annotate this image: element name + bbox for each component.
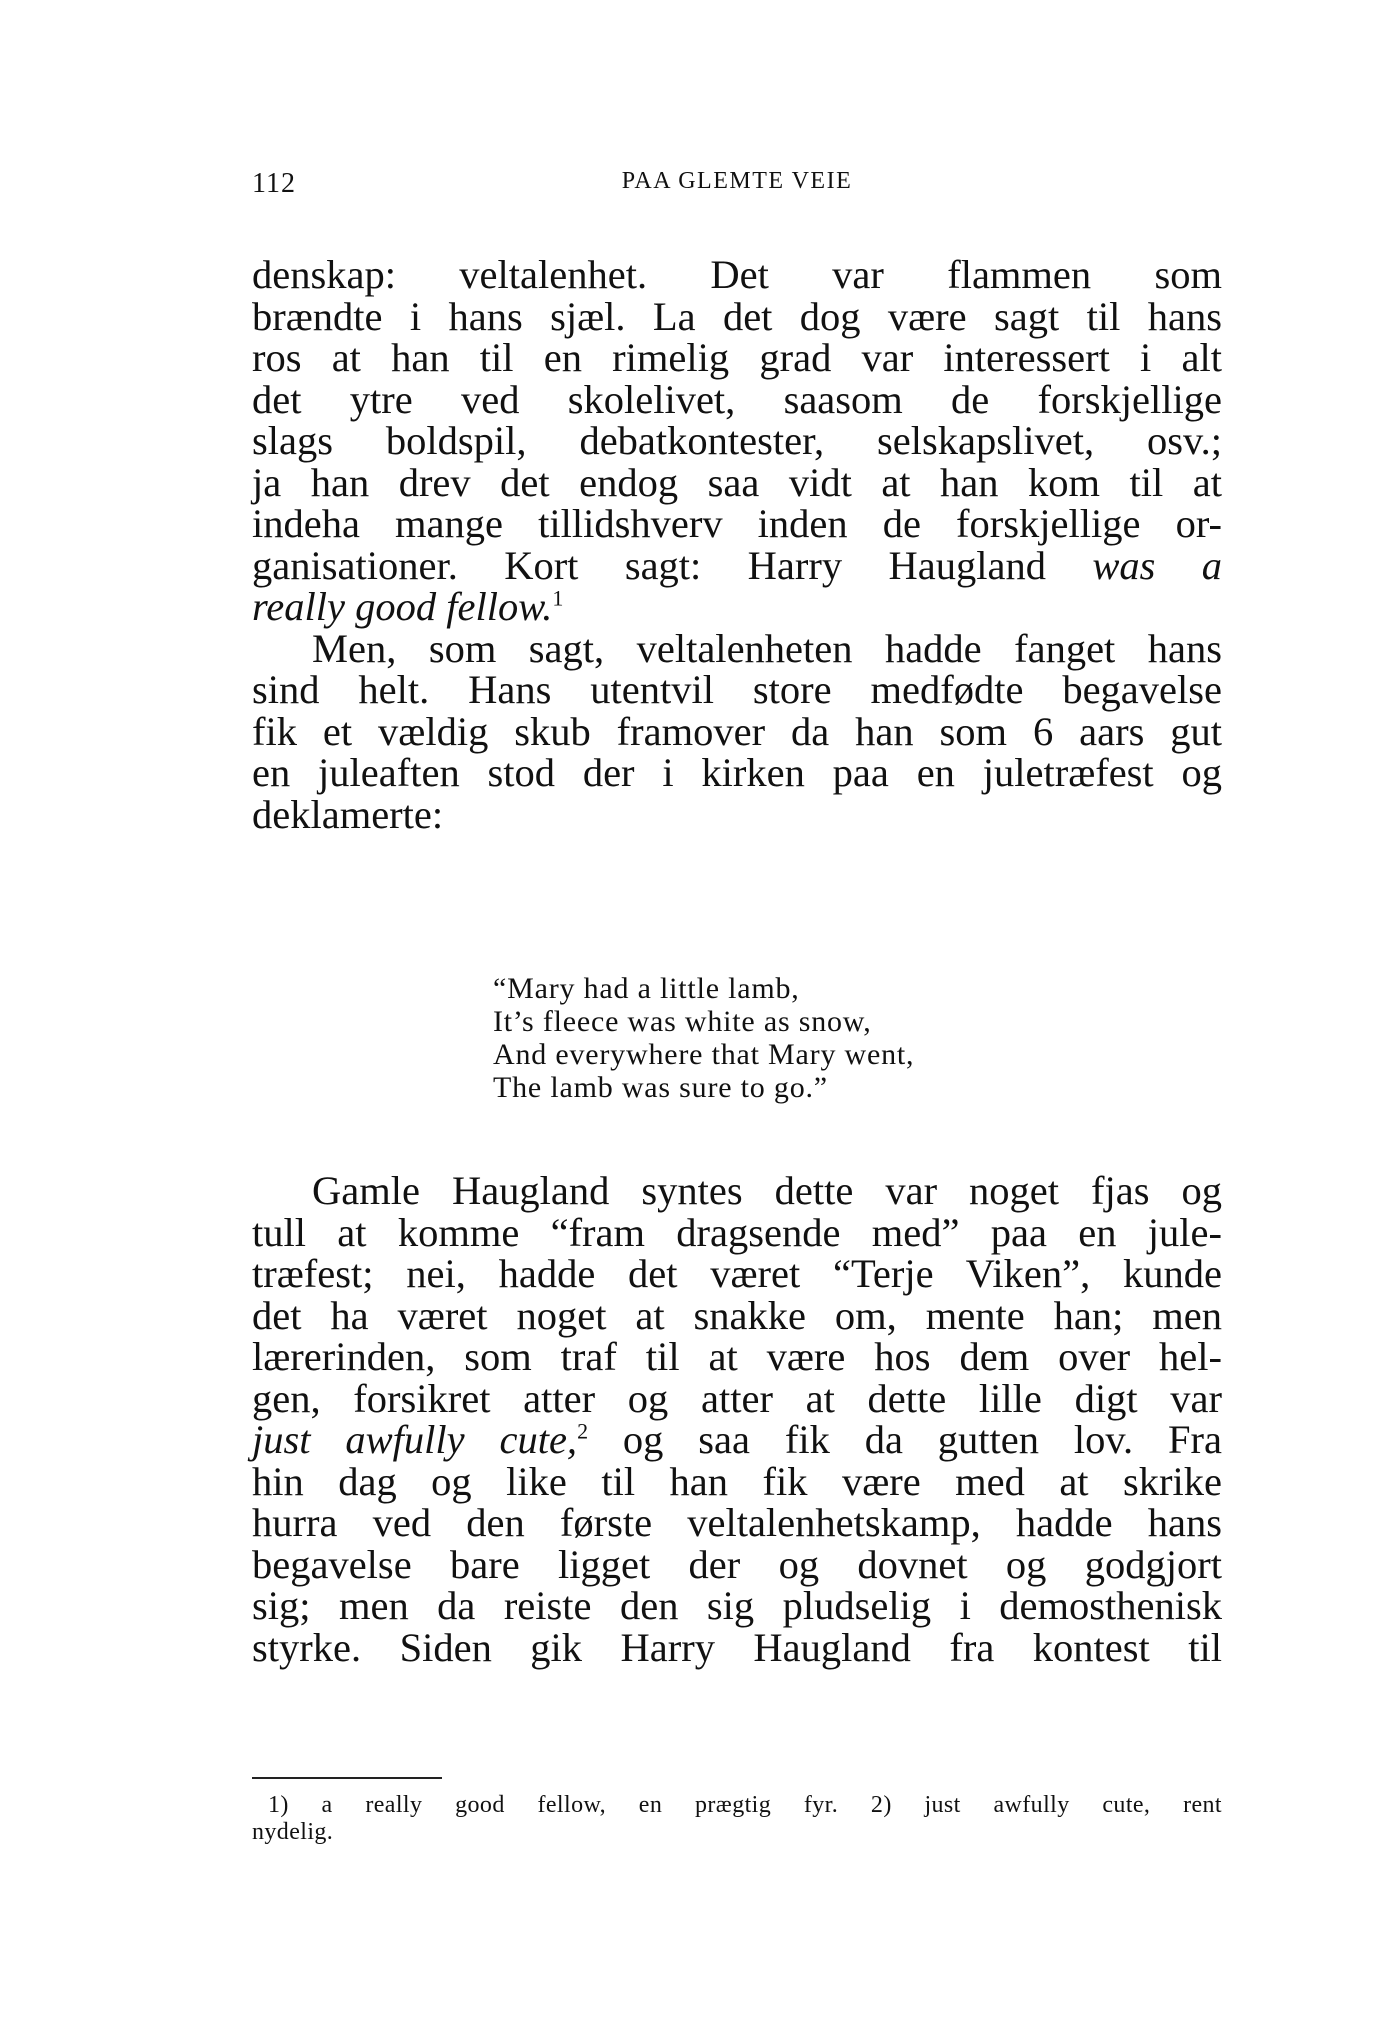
text-line: ros at han til en rimelig grad var interessert i alt	[252, 335, 1222, 380]
text-segment: ganisationer. Kort sagt: Harry Haugland	[252, 542, 1093, 588]
text-line: tull at komme “fram dragsende med” paa en jule-	[252, 1209, 1222, 1255]
poem-verse: “Mary had a little lamb,	[493, 972, 800, 1005]
body-text-upper	[252, 254, 1222, 835]
body-text-lower	[252, 1170, 1222, 1668]
footnote-marker: 2	[577, 1418, 589, 1444]
poem-quote	[493, 972, 914, 1104]
text-line: denskap: veltalenhet. Det var flammen som	[252, 252, 1222, 297]
italic-phrase: really good fellow.	[252, 584, 553, 629]
running-head	[252, 168, 1222, 208]
text-line: begavelse bare ligget der og dovnet og godgjort	[252, 1541, 1222, 1587]
text-line: træfest; nei, hadde det været “Terje Viken”, kunde	[252, 1251, 1222, 1296]
footnote-1: 1) a really good fellow, en prægtig fyr.	[268, 1792, 839, 1818]
text-line: indeha mange tillidshverv inden de forskjellige or-	[252, 501, 1222, 546]
footnote-line	[252, 1792, 1222, 1819]
footnote-line: nydelig.	[252, 1819, 334, 1845]
text-line: det ytre ved skolelivet, saasom de forskjellige	[252, 376, 1222, 422]
text-line: gen, forsikret atter og atter at dette lille digt var	[252, 1375, 1222, 1421]
text-line: slags boldspil, debatkontester, selskapslivet, osv.;	[252, 418, 1222, 463]
text-line: brændte i hans sjæl. La det dog være sagt til hans	[252, 293, 1222, 339]
text-line: deklamerte:	[252, 791, 444, 837]
text-line: fik et vældig skub framover da han som 6 aars gut	[252, 708, 1222, 754]
italic-phrase: just awfully cute,	[252, 1417, 578, 1462]
text-line	[252, 542, 1222, 588]
text-line: det ha været noget at snakke om, mente han; men	[252, 1292, 1222, 1338]
text-line	[252, 586, 1222, 628]
text-line: Gamle Haugland syntes dette var noget fjas og	[312, 1168, 1222, 1213]
poem-verse: And everywhere that Mary went,	[493, 1038, 915, 1071]
footnote-marker: 1	[552, 585, 564, 611]
text-line: en juleaften stod der i kirken paa en juletræfest og	[252, 750, 1222, 795]
text-line: Men, som sagt, veltalenheten hadde fanget hans	[312, 625, 1222, 671]
running-title: PAA GLEMTE VEIE	[621, 168, 853, 194]
text-line: sig; men da reiste den sig pludselig i demosthenisk	[252, 1583, 1222, 1628]
poem-verse: The lamb was sure to go.”	[493, 1071, 828, 1104]
page-number: 112	[252, 168, 296, 199]
text-line: ja han drev det endog saa vidt at han kom til at	[252, 459, 1222, 505]
text-line: styrke. Siden gik Harry Haugland fra kontest til	[252, 1624, 1222, 1670]
text-line: lærerinden, som traf til at være hos dem over hel-	[252, 1334, 1222, 1379]
text-line: sind helt. Hans utentvil store medfødte begavelse	[252, 667, 1222, 712]
text-line: hin dag og like til han fik være med at skrike	[252, 1458, 1222, 1504]
text-segment: og saa fik da gutten lov. Fra	[588, 1417, 1222, 1462]
text-line: hurra ved den første veltalenhetskamp, hadde hans	[252, 1500, 1222, 1545]
poem-verse: It’s fleece was white as snow,	[493, 1005, 872, 1038]
footnote-2: 2) just awfully cute, rent	[870, 1792, 1222, 1818]
footnotes	[252, 1792, 1222, 1846]
italic-phrase: was a	[1092, 542, 1222, 588]
text-line	[252, 1419, 1222, 1461]
footnote-divider	[252, 1777, 442, 1779]
